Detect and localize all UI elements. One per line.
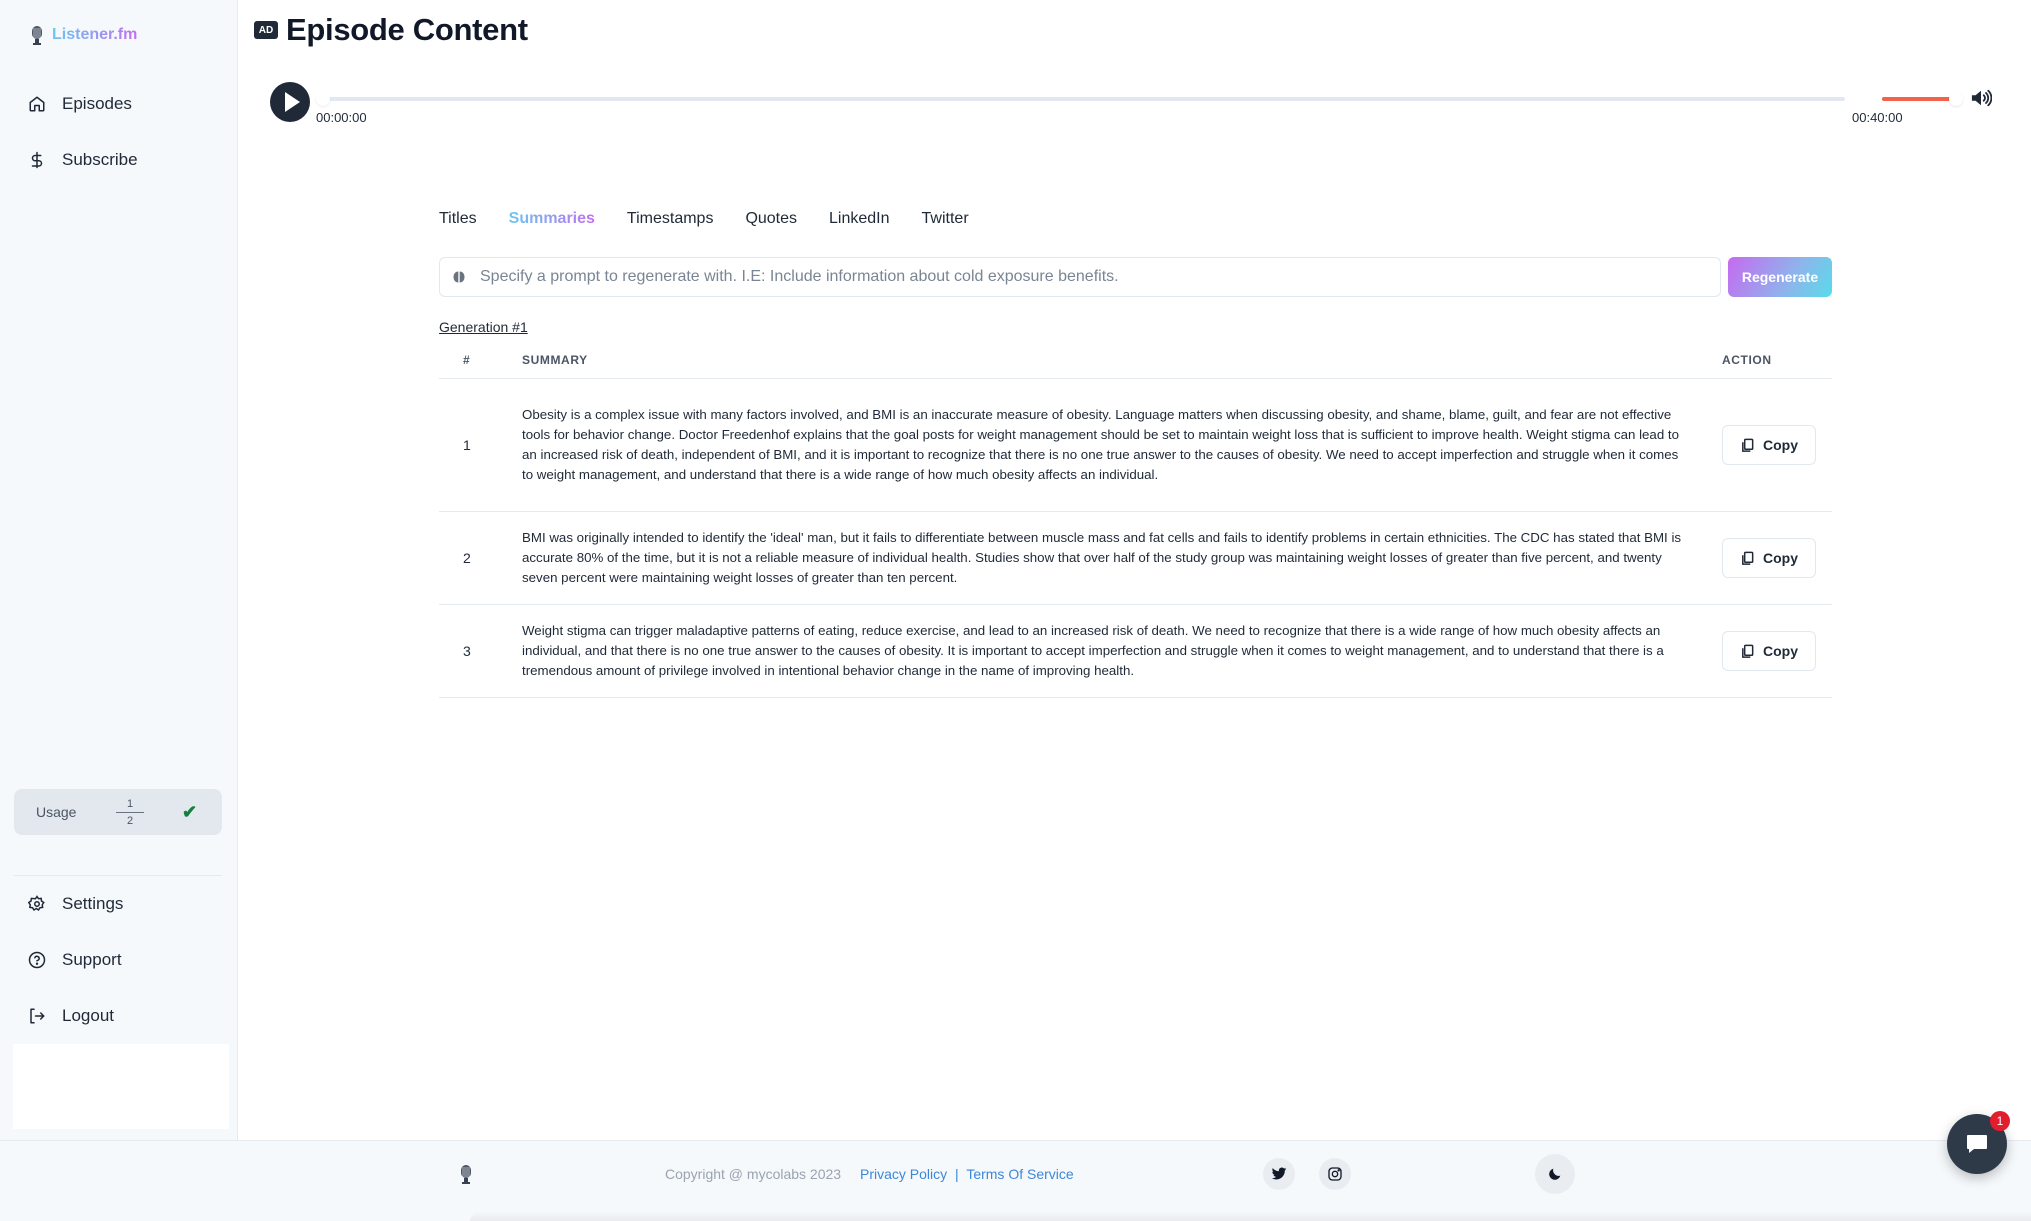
tab-quotes[interactable]: Quotes (745, 210, 798, 227)
theme-toggle-button[interactable] (1535, 1154, 1575, 1194)
sidebar (0, 0, 238, 1140)
microphone-icon (30, 25, 44, 45)
copy-label: Copy (1763, 437, 1798, 453)
table-header (439, 342, 1832, 379)
instagram-button[interactable] (1319, 1158, 1351, 1190)
instagram-icon (1327, 1166, 1343, 1182)
row-action (1722, 631, 1832, 671)
usage-used: 1 (126, 797, 134, 810)
sidebar-item-label: Support (62, 950, 122, 969)
volume-icon[interactable] (1970, 88, 1992, 108)
sidebar-item-label: Subscribe (62, 150, 138, 169)
copy-button[interactable] (1722, 538, 1816, 578)
microphone-icon (459, 1164, 473, 1184)
tab-titles[interactable]: Titles (439, 210, 477, 227)
footer-shadow (470, 1211, 2031, 1221)
copy-icon (1740, 644, 1755, 659)
table-row (439, 512, 1832, 605)
play-icon (285, 92, 300, 112)
home-icon (28, 95, 46, 113)
row-number: 3 (463, 643, 471, 659)
link-separator: | (955, 1166, 959, 1182)
current-time: 00:00:00 (316, 110, 367, 125)
row-summary: Obesity is a complex issue with many factors involved, and BMI is an inaccurate measure of obesity. Language matters when discussing obesity, and shame, blame, guilt, and fear are not effective tools for behavior change. Doctor Freedenhof explains that the goal posts for weight management should be set to maintain weight loss that is sufficient to improve health. Weight stigma can lead to an increased risk of death, independent of BMI, and it is important to recognize that there is no one true answer to the causes of obesity. We need to accept imperfection and struggle when it comes to weight management, and understand that there is a wide range of how much obesity affects an individual. (522, 407, 1679, 482)
play-button[interactable] (270, 82, 310, 122)
twitter-button[interactable] (1263, 1158, 1295, 1190)
sidebar-item-label: Logout (62, 1006, 114, 1025)
logout-icon (28, 1007, 46, 1025)
sidebar-item-label: Episodes (62, 94, 132, 113)
gear-icon (28, 895, 46, 913)
regenerate-button[interactable]: Regenerate (1728, 257, 1832, 297)
privacy-policy-link[interactable]: Privacy Policy (860, 1166, 948, 1182)
copy-button[interactable] (1722, 425, 1816, 465)
copyright-text: Copyright @ mycolabs 2023 (665, 1166, 842, 1182)
volume-slider[interactable] (1882, 97, 1956, 101)
sidebar-item-episodes[interactable] (28, 94, 132, 114)
ad-icon: AD (254, 21, 278, 39)
progress-knob[interactable] (316, 92, 330, 106)
duration: 00:40:00 (1852, 110, 1903, 125)
row-number: 2 (463, 550, 471, 566)
sidebar-item-subscribe[interactable] (28, 150, 138, 170)
twitter-icon (1271, 1166, 1287, 1182)
column-header-summary: SUMMARY (522, 353, 588, 367)
usage-total: 2 (126, 814, 134, 827)
prompt-field (439, 257, 1721, 297)
copy-button[interactable] (1722, 631, 1816, 671)
usage-fraction (116, 797, 144, 828)
row-action (1722, 425, 1832, 465)
table-row (439, 379, 1832, 512)
table-row (439, 605, 1832, 698)
copy-label: Copy (1763, 643, 1798, 659)
fraction-bar (116, 812, 144, 813)
prompt-input[interactable] (480, 268, 1700, 286)
chat-unread-badge: 1 (1990, 1111, 2010, 1131)
row-summary: BMI was originally intended to identify the 'ideal' man, but it fails to differentiate between muscle mass and fat cells and fails to identify problems in certain ethnicities. The CDC has stated that BMI is accurate 80% of the time, but it is not a reliable measure of individual health. Studies show that over half of the study group was maintaining weight losses of greater than five percent, and twenty seven percent were maintaining weight losses of greater than ten percent. (522, 530, 1682, 585)
terms-of-service-link[interactable]: Terms Of Service (966, 1166, 1074, 1182)
generation-link[interactable]: Generation #1 (439, 319, 528, 335)
usage-label: Usage (36, 804, 77, 820)
copy-label: Copy (1763, 550, 1798, 566)
copy-icon (1740, 551, 1755, 566)
tab-twitter[interactable]: Twitter (921, 210, 969, 227)
sidebar-item-settings[interactable] (28, 894, 123, 914)
column-header-action: ACTION (1722, 353, 1772, 367)
row-summary: Weight stigma can trigger maladaptive patterns of eating, reduce exercise, and lead to an increased risk of death. We need to recognize that there is a wide range of how much obesity affects an individual, and that there is no one true answer to the causes of obesity. It is important to accept imperfection and struggle when it comes to weight management, and to understand that there is a tremendous amount of privilege involved in intentional behavior change in the name of improving health. (522, 623, 1664, 678)
audio-player (270, 82, 2005, 132)
sidebar-item-logout[interactable] (28, 1006, 114, 1026)
copy-icon (1740, 438, 1755, 453)
content-tabs (439, 210, 1001, 228)
chat-icon (1966, 1134, 1988, 1154)
column-header-num: # (463, 353, 471, 367)
summaries-table (439, 342, 1832, 698)
brand-name: Listener.fm (52, 26, 138, 43)
tab-timestamps[interactable]: Timestamps (626, 210, 714, 227)
page-title (254, 12, 528, 48)
brand-logo[interactable] (30, 25, 137, 45)
moon-icon (1547, 1166, 1563, 1182)
tab-summaries[interactable]: Summaries (508, 210, 595, 227)
progress-slider[interactable] (320, 97, 1845, 101)
brain-icon (452, 270, 466, 284)
usage-meter (14, 789, 222, 835)
check-icon: ✔ (182, 801, 198, 822)
tab-linkedin[interactable]: LinkedIn (829, 210, 890, 227)
sidebar-divider (14, 875, 222, 876)
row-action (1722, 538, 1832, 578)
sidebar-ad-slot (13, 1044, 229, 1129)
page-title-text: Episode Content (286, 12, 528, 47)
row-number: 1 (463, 437, 471, 453)
sidebar-item-label: Settings (62, 894, 124, 913)
question-circle-icon (28, 951, 46, 969)
footer-links (860, 1166, 1074, 1182)
main-content (238, 0, 2031, 1140)
volume-knob[interactable] (1949, 92, 1963, 106)
sidebar-item-support[interactable] (28, 950, 122, 970)
footer (0, 1140, 2031, 1221)
dollar-icon (28, 151, 46, 169)
